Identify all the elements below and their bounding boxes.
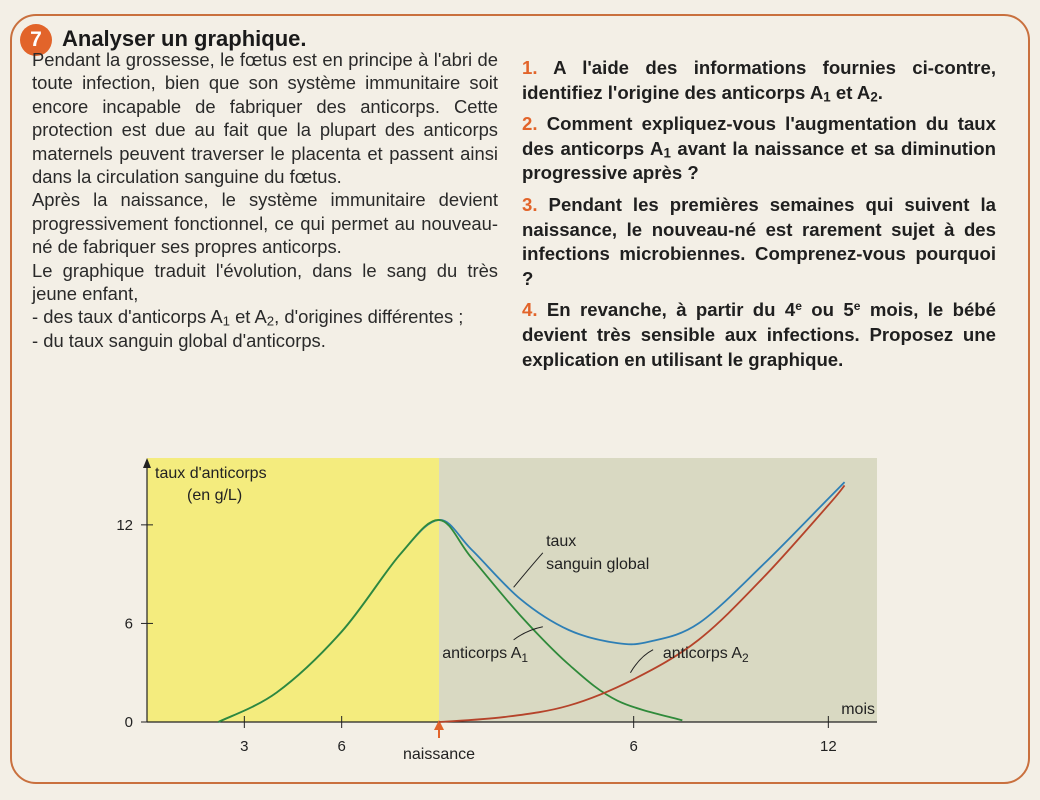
- question-text: En revanche, à partir du 4e ou 5e mois, le bébé devient très sensible aux infections. Proposez une explication en utilisant le graphique.: [522, 299, 997, 370]
- questions-list: [522, 56, 996, 379]
- question-number: 3.: [522, 193, 538, 215]
- question-2: [522, 112, 996, 186]
- intro-paragraph: - des taux d'anticorps $A_1$ et $A_2$, d'origines différentes ;: [32, 306, 464, 330]
- postnatal-background: [439, 458, 877, 722]
- exercise-number-badge: 7: [20, 24, 52, 56]
- y-tick-label: 6: [124, 615, 133, 633]
- question-text: Pendant les premières semaines qui suivent la naissance, le nouveau-né est rarement sujet à des infections microbiennes. Comprenez-vous pourquoi ?: [522, 193, 996, 289]
- intro-text: [32, 48, 498, 352]
- antibody-chart: [100, 450, 900, 780]
- question-1: [522, 56, 996, 105]
- question-number: 4.: [522, 299, 538, 321]
- y-tick-label: 12: [116, 516, 133, 534]
- intro-paragraph: Après la naissance, le système immunitaire devient progressivement fonctionnel, ce qui permet au nouveau-né de fabriquer ses propres anticorps.: [32, 189, 498, 258]
- intro-paragraph: Le graphique traduit l'évolution, dans le sang du très jeune enfant,: [32, 259, 498, 305]
- intro-paragraph: - du taux sanguin global d'anticorps.: [32, 329, 326, 351]
- label-total: taux: [546, 533, 577, 551]
- x-tick-label: 6: [337, 738, 346, 755]
- question-number: 2.: [522, 113, 538, 135]
- question-3: [522, 193, 996, 291]
- intro-paragraph: Pendant la grossesse, le fœtus est en principe à l'abri de toute infection, bien que son système immunitaire soit encore incapable de fabriquer des anticorps. Cette protection est due au fait que la plupart des anticorps maternels peuvent traverser le placenta et passent ainsi dans la circulation sanguine du fœtus.: [32, 49, 498, 188]
- y-axis-title-unit: (en g/L): [187, 487, 243, 504]
- y-tick-label: 0: [124, 714, 133, 731]
- birth-label: naissance: [402, 746, 476, 763]
- exercise-title: Analyser un graphique.: [62, 26, 307, 51]
- label-total: sanguin global: [546, 556, 650, 574]
- label-a2: anticorps $A_2$: [662, 644, 749, 665]
- question-text: A l'aide des informations fournies ci-contre, identifiez l'origine des anticorps $A_1$ et $A_2$.: [522, 57, 996, 105]
- x-axis-title: mois: [841, 701, 875, 718]
- x-tick-label: 6: [629, 738, 638, 755]
- x-tick-label: 12: [819, 738, 837, 755]
- question-4: [522, 298, 996, 372]
- y-axis-title: taux d'anticorps: [155, 465, 267, 482]
- question-number: 1.: [522, 57, 538, 78]
- question-text: Comment expliquez-vous l'augmentation du taux des anticorps $A_1$ avant la naissance et sa diminution progressive après ?: [522, 113, 996, 184]
- label-a1: anticorps $A_1$: [442, 644, 529, 665]
- x-tick-label: 3: [240, 738, 249, 755]
